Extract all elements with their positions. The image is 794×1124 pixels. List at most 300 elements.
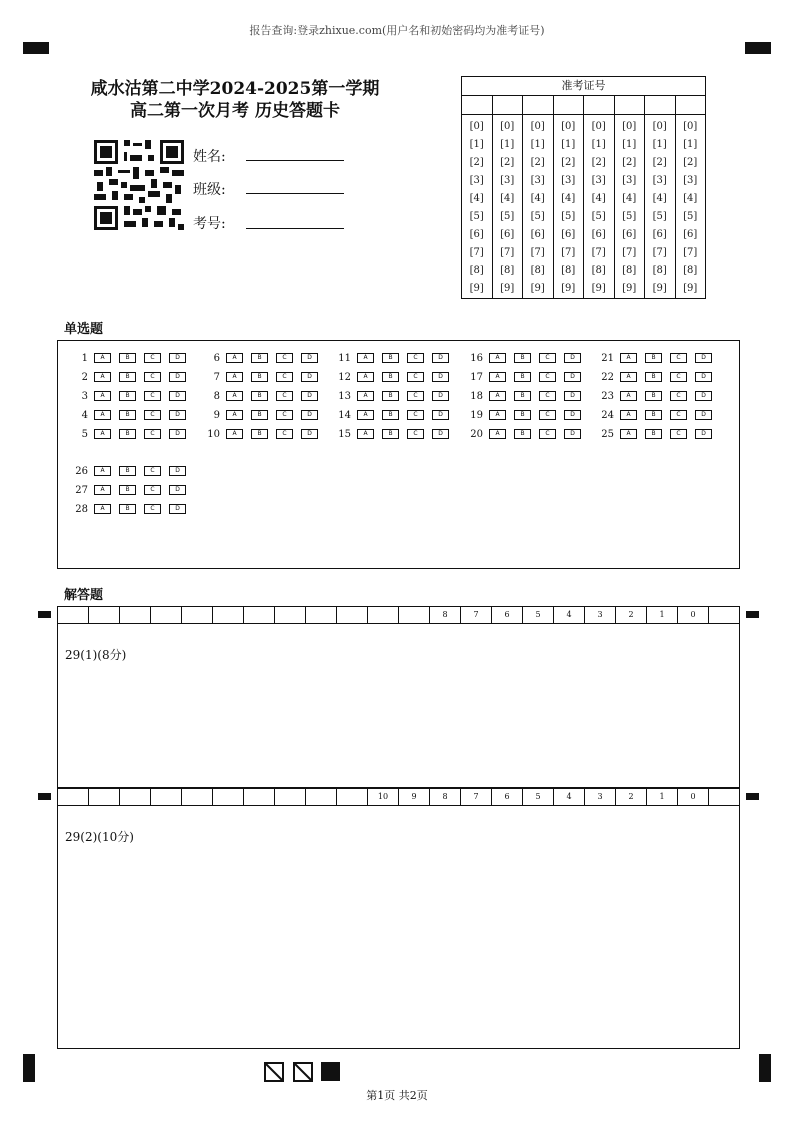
score-cell[interactable] [709,607,739,623]
admission-digit-bubble[interactable]: [7] [683,247,698,258]
choice-question-row [457,409,589,421]
choice-option-bubble[interactable]: B [119,410,136,420]
choice-question-row [588,352,720,364]
choice-option-bubble[interactable]: C [276,372,293,382]
choice-option-bubble[interactable]: D [432,353,449,363]
choice-option-bubble[interactable]: A [620,372,637,382]
score-cell[interactable]: 3 [585,607,616,623]
admission-digit-bubble[interactable]: [6] [561,229,576,240]
choice-option-bubble[interactable]: A [620,353,637,363]
admission-digit-bubble[interactable]: [8] [500,265,515,276]
choice-option-bubble[interactable]: D [432,391,449,401]
admission-digit-bubble[interactable]: [9] [561,283,576,294]
choice-option-bubble[interactable]: A [94,485,111,495]
score-cell[interactable]: 3 [585,789,616,805]
admission-digit-bubble[interactable]: [8] [530,265,545,276]
admission-digit-bubble[interactable]: [7] [561,247,576,258]
choice-option-bubble[interactable]: B [645,410,662,420]
choice-option-bubble[interactable]: A [94,410,111,420]
score-cell[interactable]: 9 [399,789,430,805]
choice-option-bubble[interactable]: B [251,391,268,401]
choice-option-bubble[interactable]: A [489,353,506,363]
choice-option-bubble[interactable]: C [539,372,556,382]
choice-option-bubble[interactable]: B [119,504,136,514]
choice-option-bubble[interactable]: B [251,410,268,420]
choice-question-row [588,371,720,383]
admission-digit-bubble[interactable]: [1] [530,139,545,150]
choice-option-bubble[interactable]: D [169,504,186,514]
admission-digit-column [584,96,615,299]
admission-digit-bubble[interactable]: [2] [622,157,637,168]
choice-option-bubble[interactable]: D [301,429,318,439]
alignment-mark-left-2 [38,793,51,800]
admission-digit-bubble[interactable]: [6] [500,229,515,240]
answer-box-29-1[interactable] [57,624,740,788]
score-cell[interactable]: 7 [461,789,492,805]
admission-digit-bubble[interactable]: [5] [683,211,698,222]
answer-section-heading: 解答题 [64,588,104,603]
choice-option-bubble[interactable]: D [432,372,449,382]
choice-option-bubble[interactable]: C [670,353,687,363]
choice-option-bubble[interactable]: C [276,429,293,439]
admission-digit-column [676,96,706,299]
crossed-square-icon [264,1062,284,1082]
admission-digit-bubble[interactable]: [0] [469,121,484,132]
admission-digit-bubble[interactable]: [1] [500,139,515,150]
score-cell[interactable]: 10 [368,789,399,805]
choice-option-bubble[interactable]: B [251,372,268,382]
choice-option-bubble[interactable]: A [620,429,637,439]
choice-option-bubble[interactable]: B [382,429,399,439]
admission-digit-bubble[interactable]: [7] [622,247,637,258]
admission-digit-bubble[interactable]: [7] [652,247,667,258]
admission-digit-bubble[interactable]: [6] [530,229,545,240]
admission-digit-bubble[interactable]: [9] [683,283,698,294]
score-cell[interactable] [337,607,368,623]
choice-option-bubble[interactable]: C [407,391,424,401]
admission-digit-bubble[interactable]: [6] [652,229,667,240]
score-cell[interactable]: 1 [647,607,678,623]
admission-digit-bubble[interactable]: [2] [469,157,484,168]
page-footer: 第1页 共2页 [366,1089,428,1102]
admission-number-grid [461,76,706,299]
admission-digit-bubble[interactable]: [7] [500,247,515,258]
choice-option-bubble[interactable]: C [144,372,161,382]
admission-digit-bubble[interactable]: [8] [683,265,698,276]
score-cell[interactable] [244,789,275,805]
choice-option-bubble[interactable]: A [226,372,243,382]
score-cell[interactable] [275,607,306,623]
choice-question-row [325,371,457,383]
choice-option-bubble[interactable]: D [169,485,186,495]
choice-option-bubble[interactable]: A [357,353,374,363]
admission-digit-bubble[interactable]: [8] [561,265,576,276]
score-cell[interactable] [58,789,89,805]
qr-code-icon [94,140,184,230]
choice-option-bubble[interactable]: C [670,391,687,401]
question-number: 19 [470,409,483,421]
question-number: 7 [213,371,220,383]
score-cell[interactable] [120,607,151,623]
choice-question-row [325,428,457,440]
question-number: 21 [601,352,614,364]
admission-digit-bubble[interactable]: [2] [561,157,576,168]
score-cell[interactable] [182,607,213,623]
score-cell[interactable]: 0 [678,607,709,623]
question-number: 5 [81,428,88,440]
alignment-mark-top-left [23,42,49,54]
question-number: 14 [338,409,351,421]
alignment-mark-top-right [745,42,771,54]
admission-digit-bubble[interactable]: [0] [652,121,667,132]
score-strip-1 [57,606,740,624]
score-cell[interactable]: 8 [430,607,461,623]
question-number: 22 [601,371,614,383]
choice-option-bubble[interactable]: A [94,391,111,401]
choice-option-bubble[interactable]: D [695,372,712,382]
score-cell[interactable]: 6 [492,789,523,805]
choice-option-bubble[interactable]: C [670,372,687,382]
admission-digit-bubble[interactable]: [4] [683,193,698,204]
choice-question-row [457,371,589,383]
question-number: 11 [338,352,351,364]
choice-option-bubble[interactable]: D [301,372,318,382]
choice-option-bubble[interactable]: C [144,353,161,363]
question-number: 24 [601,409,614,421]
choice-option-bubble[interactable]: A [357,429,374,439]
score-cell[interactable]: 8 [430,789,461,805]
admission-digit-bubble[interactable]: [5] [622,211,637,222]
choice-option-bubble[interactable]: B [119,353,136,363]
score-cell[interactable]: 0 [678,789,709,805]
score-cell[interactable] [151,789,182,805]
admission-digit-bubble[interactable]: [5] [652,211,667,222]
choice-option-bubble[interactable]: D [564,410,581,420]
choice-option-bubble[interactable]: D [695,410,712,420]
question-number: 17 [470,371,483,383]
choice-option-bubble[interactable]: A [226,429,243,439]
choice-option-bubble[interactable]: A [620,391,637,401]
admission-digit-write-box[interactable] [615,96,645,115]
choice-option-bubble[interactable]: B [645,391,662,401]
admission-digit-bubble[interactable]: [1] [683,139,698,150]
admission-digit-bubble[interactable]: [5] [591,211,606,222]
admission-digit-bubble[interactable]: [4] [561,193,576,204]
choice-option-bubble[interactable]: D [432,429,449,439]
admission-digit-bubble[interactable]: [7] [530,247,545,258]
admission-digit-write-box[interactable] [584,96,614,115]
admission-digit-bubble[interactable]: [5] [500,211,515,222]
admission-digit-column [462,96,493,299]
admission-digit-bubble[interactable]: [1] [591,139,606,150]
question-number: 3 [81,390,88,402]
admission-digit-bubble[interactable]: [9] [530,283,545,294]
score-cell[interactable] [89,789,120,805]
choice-option-bubble[interactable]: A [357,372,374,382]
alignment-mark-right-2 [746,793,759,800]
choice-option-bubble[interactable]: A [620,410,637,420]
choice-option-bubble[interactable]: B [382,410,399,420]
admission-digit-bubble[interactable]: [2] [500,157,515,168]
choice-option-bubble[interactable]: B [382,391,399,401]
score-cell[interactable] [306,607,337,623]
choice-option-bubble[interactable]: C [144,410,161,420]
score-cell[interactable]: 4 [554,607,585,623]
admission-digit-bubble[interactable]: [7] [591,247,606,258]
choice-question-row [194,352,326,364]
choice-option-bubble[interactable]: A [489,372,506,382]
score-cell[interactable] [368,607,399,623]
admission-digit-bubble[interactable]: [2] [652,157,667,168]
score-cell[interactable] [275,789,306,805]
choice-option-bubble[interactable]: B [119,466,136,476]
admission-digit-bubble[interactable]: [0] [561,121,576,132]
choice-option-bubble[interactable]: C [144,504,161,514]
choice-option-bubble[interactable]: C [144,391,161,401]
admission-digit-bubble[interactable]: [4] [591,193,606,204]
admission-digit-write-box[interactable] [523,96,553,115]
admission-digit-bubble[interactable]: [3] [469,175,484,186]
admission-digit-bubble[interactable]: [8] [469,265,484,276]
admission-digit-bubble[interactable]: [6] [622,229,637,240]
choice-option-bubble[interactable]: A [489,410,506,420]
choice-option-bubble[interactable]: D [564,372,581,382]
choice-option-bubble[interactable]: B [514,429,531,439]
admission-digit-bubble[interactable]: [4] [530,193,545,204]
choice-option-bubble[interactable]: A [94,466,111,476]
choice-option-bubble[interactable]: A [226,391,243,401]
name-label: 姓名: [193,149,226,165]
admission-digit-bubble[interactable]: [4] [500,193,515,204]
score-cell[interactable] [120,789,151,805]
choice-question-row [62,390,194,402]
choice-option-bubble[interactable]: C [276,410,293,420]
admission-digit-bubble[interactable]: [3] [530,175,545,186]
admission-digit-bubble[interactable]: [3] [622,175,637,186]
choice-option-bubble[interactable]: A [226,410,243,420]
admission-digit-bubble[interactable]: [8] [652,265,667,276]
choice-option-bubble[interactable]: B [382,353,399,363]
admission-digit-bubble[interactable]: [3] [500,175,515,186]
choice-option-bubble[interactable]: B [514,353,531,363]
admission-digit-bubble[interactable]: [3] [652,175,667,186]
choice-option-bubble[interactable]: C [276,391,293,401]
admission-digit-bubble[interactable]: [8] [591,265,606,276]
admission-digit-bubble[interactable]: [4] [622,193,637,204]
choice-option-bubble[interactable]: C [670,429,687,439]
choice-option-bubble[interactable]: C [144,466,161,476]
admission-digit-bubble[interactable]: [0] [591,121,606,132]
admission-digit-bubble[interactable]: [3] [561,175,576,186]
choice-option-bubble[interactable]: B [251,429,268,439]
admission-digit-column [615,96,646,299]
choice-option-bubble[interactable]: B [119,429,136,439]
score-cell[interactable]: 4 [554,789,585,805]
choice-option-bubble[interactable]: D [169,372,186,382]
admission-digit-bubble[interactable]: [7] [469,247,484,258]
score-cell[interactable] [58,607,89,623]
choice-option-bubble[interactable]: B [645,429,662,439]
choice-option-bubble[interactable]: B [119,485,136,495]
choice-option-bubble[interactable]: D [301,410,318,420]
choice-option-bubble[interactable]: C [276,353,293,363]
question-number: 27 [75,484,88,496]
admission-digit-bubble[interactable]: [3] [591,175,606,186]
choice-option-bubble[interactable]: D [564,391,581,401]
admission-digit-write-box[interactable] [462,96,492,115]
score-strip-2 [57,788,740,806]
admission-digit-bubble[interactable]: [9] [469,283,484,294]
choice-option-bubble[interactable]: D [564,429,581,439]
single-choice-heading: 单选题 [64,322,104,337]
choice-option-bubble[interactable]: D [564,353,581,363]
score-cell[interactable] [213,607,244,623]
choice-option-bubble[interactable]: B [645,372,662,382]
filled-square-icon [321,1062,340,1081]
choice-option-bubble[interactable]: C [539,410,556,420]
score-cell[interactable] [306,789,337,805]
answer-box-29-2[interactable] [57,806,740,1049]
score-cell[interactable]: 7 [461,607,492,623]
choice-question-row [325,352,457,364]
score-cell[interactable] [182,789,213,805]
choice-option-bubble[interactable]: D [169,410,186,420]
question-number: 26 [75,465,88,477]
choice-option-bubble[interactable]: D [169,466,186,476]
choice-option-bubble[interactable]: C [539,429,556,439]
score-cell[interactable] [213,789,244,805]
choice-option-bubble[interactable]: A [357,391,374,401]
admission-digit-bubble[interactable]: [5] [561,211,576,222]
admission-digit-write-box[interactable] [676,96,706,115]
choice-option-bubble[interactable]: D [432,410,449,420]
score-cell[interactable]: 5 [523,789,554,805]
alignment-mark-right-1 [746,611,759,618]
admission-digit-write-box[interactable] [645,96,675,115]
choice-option-bubble[interactable]: C [144,429,161,439]
admission-digit-bubble[interactable]: [6] [469,229,484,240]
choice-option-bubble[interactable]: C [407,410,424,420]
admission-digit-bubble[interactable]: [4] [652,193,667,204]
admission-digit-bubble[interactable]: [1] [561,139,576,150]
score-cell[interactable]: 1 [647,789,678,805]
score-cell[interactable] [337,789,368,805]
choice-option-bubble[interactable]: C [144,485,161,495]
choice-option-bubble[interactable]: B [514,410,531,420]
admission-digit-bubble[interactable]: [2] [591,157,606,168]
admission-digit-bubble[interactable]: [3] [683,175,698,186]
choice-option-bubble[interactable]: C [670,410,687,420]
choice-option-bubble[interactable]: A [357,410,374,420]
choice-option-bubble[interactable]: B [119,372,136,382]
alignment-mark-left-1 [38,611,51,618]
admission-digit-bubble[interactable]: [6] [683,229,698,240]
score-cell[interactable] [244,607,275,623]
admission-digit-bubble[interactable]: [1] [652,139,667,150]
choice-option-bubble[interactable]: A [94,353,111,363]
choice-option-bubble[interactable]: C [539,391,556,401]
crossed-square-icon [293,1062,313,1082]
score-cell[interactable] [151,607,182,623]
choice-option-bubble[interactable]: B [119,391,136,401]
admission-digit-bubble[interactable]: [0] [500,121,515,132]
choice-option-bubble[interactable]: D [169,429,186,439]
choice-option-bubble[interactable]: D [695,353,712,363]
admission-digit-bubble[interactable]: [1] [622,139,637,150]
admission-digit-write-box[interactable] [493,96,523,115]
choice-option-bubble[interactable]: C [539,353,556,363]
question-number: 28 [75,503,88,515]
admission-digit-bubble[interactable]: [8] [622,265,637,276]
choice-option-bubble[interactable]: C [407,372,424,382]
choice-option-bubble[interactable]: B [514,391,531,401]
admission-digit-bubble[interactable]: [9] [652,283,667,294]
admission-digit-bubble[interactable]: [2] [683,157,698,168]
choice-option-bubble[interactable]: D [301,353,318,363]
choice-option-bubble[interactable]: C [407,353,424,363]
score-cell[interactable]: 6 [492,607,523,623]
choice-question-row [325,390,457,402]
admission-digit-bubble[interactable]: [6] [591,229,606,240]
admission-digit-write-box[interactable] [554,96,584,115]
alignment-mark-bottom-right [759,1054,771,1082]
choice-option-bubble[interactable]: D [169,353,186,363]
admission-digit-bubble[interactable]: [9] [591,283,606,294]
choice-option-bubble[interactable]: B [514,372,531,382]
admission-digit-bubble[interactable]: [5] [469,211,484,222]
admission-digit-bubble[interactable]: [1] [469,139,484,150]
score-cell[interactable]: 2 [616,789,647,805]
choice-option-bubble[interactable]: A [226,353,243,363]
choice-question-row [588,390,720,402]
choice-question-row [194,371,326,383]
choice-option-bubble[interactable]: C [407,429,424,439]
choice-option-bubble[interactable]: D [301,391,318,401]
admission-digit-bubble[interactable]: [9] [622,283,637,294]
score-cell[interactable] [89,607,120,623]
score-cell[interactable]: 5 [523,607,554,623]
admission-digit-bubble[interactable]: [0] [530,121,545,132]
choice-option-bubble[interactable]: B [645,353,662,363]
choice-option-bubble[interactable]: D [695,429,712,439]
choice-option-bubble[interactable]: B [382,372,399,382]
choice-question-row [588,428,720,440]
choice-option-bubble[interactable]: A [489,391,506,401]
admission-digit-bubble[interactable]: [4] [469,193,484,204]
choice-option-bubble[interactable]: A [94,372,111,382]
class-field[interactable] [246,193,344,194]
admission-digit-bubble[interactable]: [2] [530,157,545,168]
admission-digit-bubble[interactable]: [0] [622,121,637,132]
question-number: 10 [207,428,220,440]
name-field[interactable] [246,160,344,161]
choice-option-bubble[interactable]: A [489,429,506,439]
admission-digit-bubble[interactable]: [0] [683,121,698,132]
choice-option-bubble[interactable]: D [169,391,186,401]
admission-digit-bubble[interactable]: [9] [500,283,515,294]
choice-question-row [194,428,326,440]
choice-option-bubble[interactable]: D [695,391,712,401]
choice-option-bubble[interactable]: B [251,353,268,363]
score-cell[interactable]: 2 [616,607,647,623]
exam-number-field[interactable] [246,228,344,229]
score-cell[interactable] [399,607,430,623]
choice-option-bubble[interactable]: A [94,429,111,439]
question-number: 23 [601,390,614,402]
admission-digit-bubble[interactable]: [5] [530,211,545,222]
score-cell[interactable] [709,789,739,805]
choice-option-bubble[interactable]: A [94,504,111,514]
